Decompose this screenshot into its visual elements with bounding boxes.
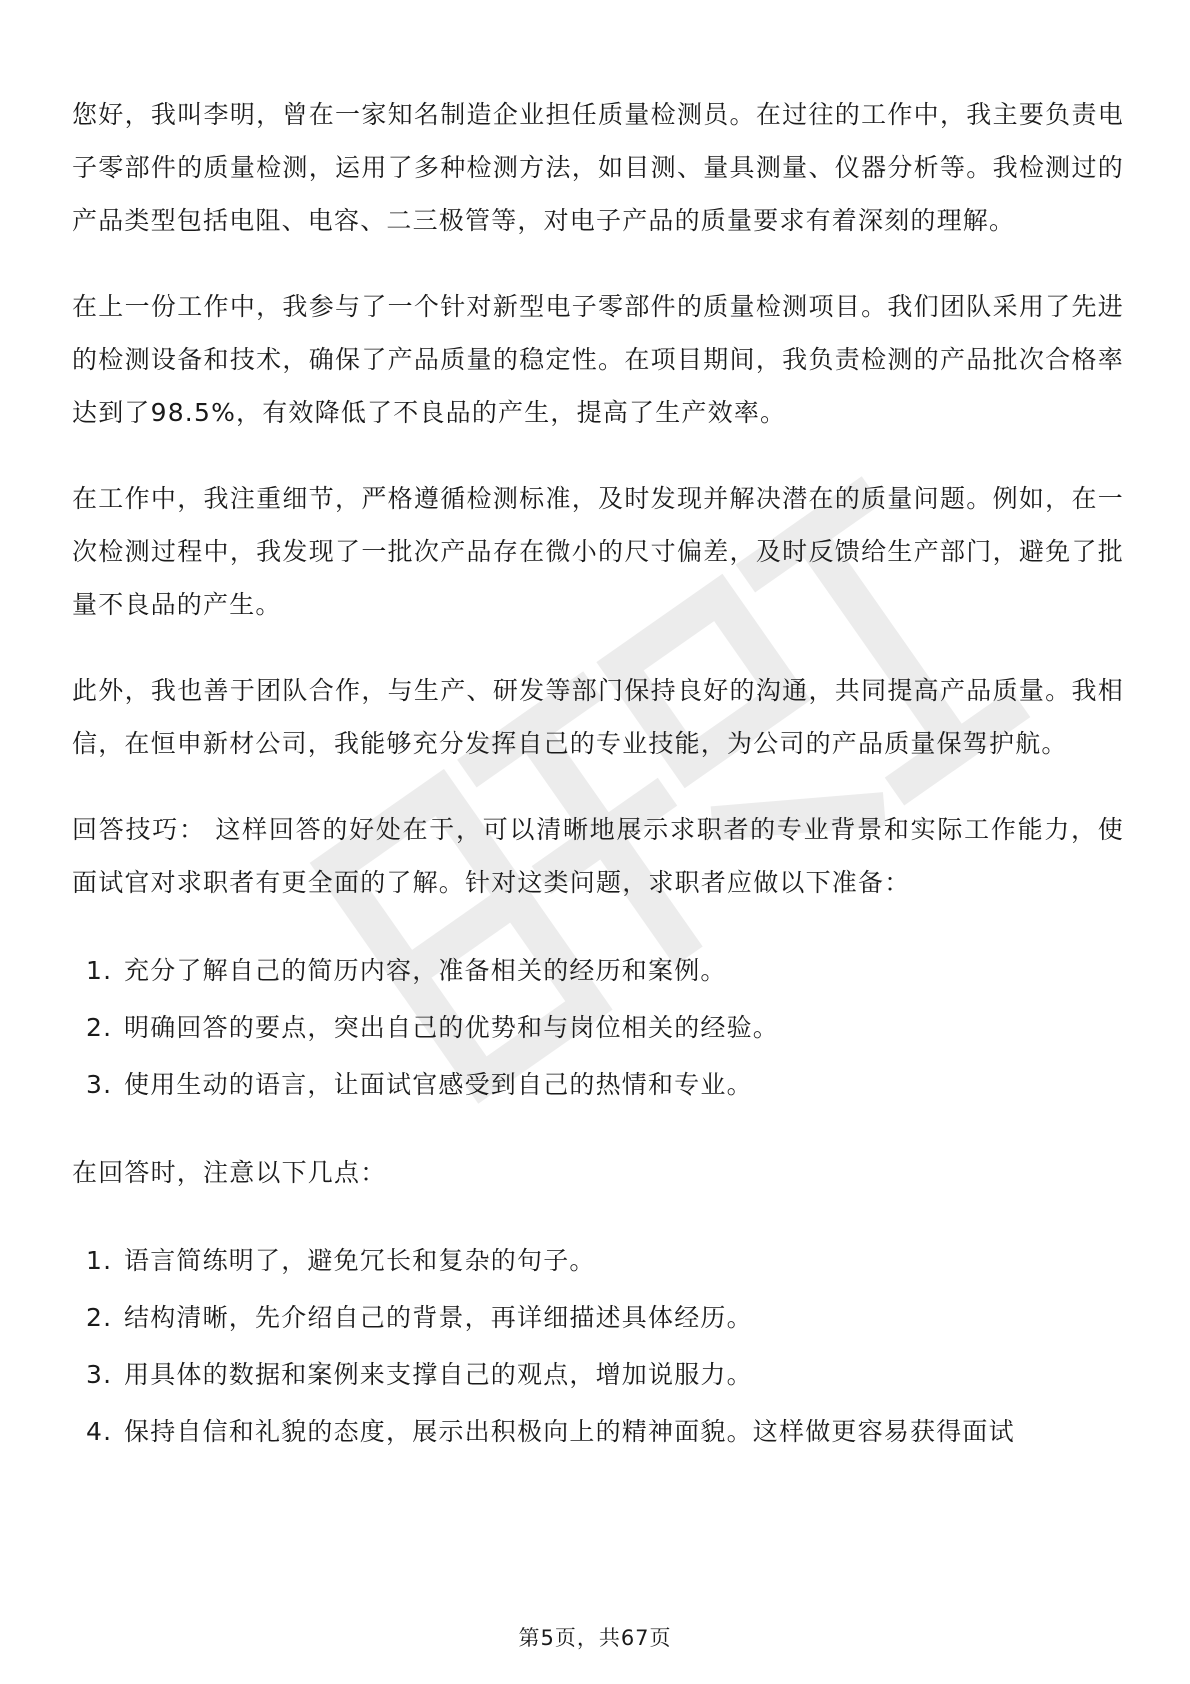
list-number: 4. — [86, 1417, 113, 1446]
list-item-text: 语言简练明了，避免冗长和复杂的句子。 — [124, 1246, 596, 1275]
list-item-text: 充分了解自己的简历内容，准备相关的经历和案例。 — [124, 956, 727, 985]
list-number: 1. — [86, 1246, 113, 1275]
paragraph-answer-tips: 回答技巧： 这样回答的好处在于，可以清晰地展示求职者的专业背景和实际工作能力，使面试官对求职者有更全面的了解。针对这类问题，求职者应做以下准备： — [72, 815, 1124, 897]
list-number: 2. — [86, 1303, 113, 1332]
paragraph-attention-to-detail: 在工作中，我注重细节，严格遵循检测标准，及时发现并解决潜在的质量问题。例如，在一次检测过程中，我发现了一批次产品存在微小的尺寸偏差，及时反馈给生产部门，避免了批量不良品的产生。 — [72, 484, 1124, 619]
list-item-text: 保持自信和礼貌的态度，展示出积极向上的精神面貌。这样做更容易获得面试 — [124, 1417, 1015, 1446]
document-body — [72, 88, 1124, 1493]
paragraph-teamwork: 此外，我也善于团队合作，与生产、研发等部门保持良好的沟通，共同提高产品质量。我相信，在恒申新材公司，我能够充分发挥自己的专业技能，为公司的产品质量保驾护航。 — [72, 676, 1124, 758]
list-item-text: 使用生动的语言，让面试官感受到自己的热情和专业。 — [124, 1070, 753, 1099]
list-number: 2. — [86, 1013, 113, 1042]
list-item — [72, 1232, 1124, 1289]
list-item-text: 结构清晰，先介绍自己的背景，再详细描述具体经历。 — [124, 1303, 753, 1332]
page-number: 第5页，共67页 — [518, 1626, 672, 1650]
paragraph-project-experience: 在上一份工作中，我参与了一个针对新型电子零部件的质量检测项目。我们团队采用了先进的检测设备和技术，确保了产品质量的稳定性。在项目期间，我负责检测的产品批次合格率达到了98.5%，有效降低了不良品的产生，提高了生产效率。 — [72, 292, 1124, 427]
notes-list — [72, 1232, 1124, 1460]
list-item-text: 用具体的数据和案例来支撑自己的观点，增加说服力。 — [124, 1360, 753, 1389]
list-item — [72, 942, 1124, 999]
list-item — [72, 1403, 1124, 1460]
paragraph-answer-notes: 在回答时，注意以下几点： — [72, 1158, 387, 1187]
list-item — [72, 1346, 1124, 1403]
list-item — [72, 1289, 1124, 1346]
list-item — [72, 999, 1124, 1056]
list-number: 3. — [86, 1360, 113, 1389]
paragraph-introduction: 您好，我叫李明，曾在一家知名制造企业担任质量检测员。在过往的工作中，我主要负责电子零部件的质量检测，运用了多种检测方法，如目测、量具测量、仪器分析等。我检测过的产品类型包括电阻、电容、二三极管等，对电子产品的质量要求有着深刻的理解。 — [72, 100, 1124, 235]
preparation-list — [72, 942, 1124, 1113]
list-item — [72, 1056, 1124, 1113]
list-number: 3. — [86, 1070, 113, 1099]
list-item-text: 明确回答的要点，突出自己的优势和与岗位相关的经验。 — [124, 1013, 780, 1042]
list-number: 1. — [86, 956, 113, 985]
